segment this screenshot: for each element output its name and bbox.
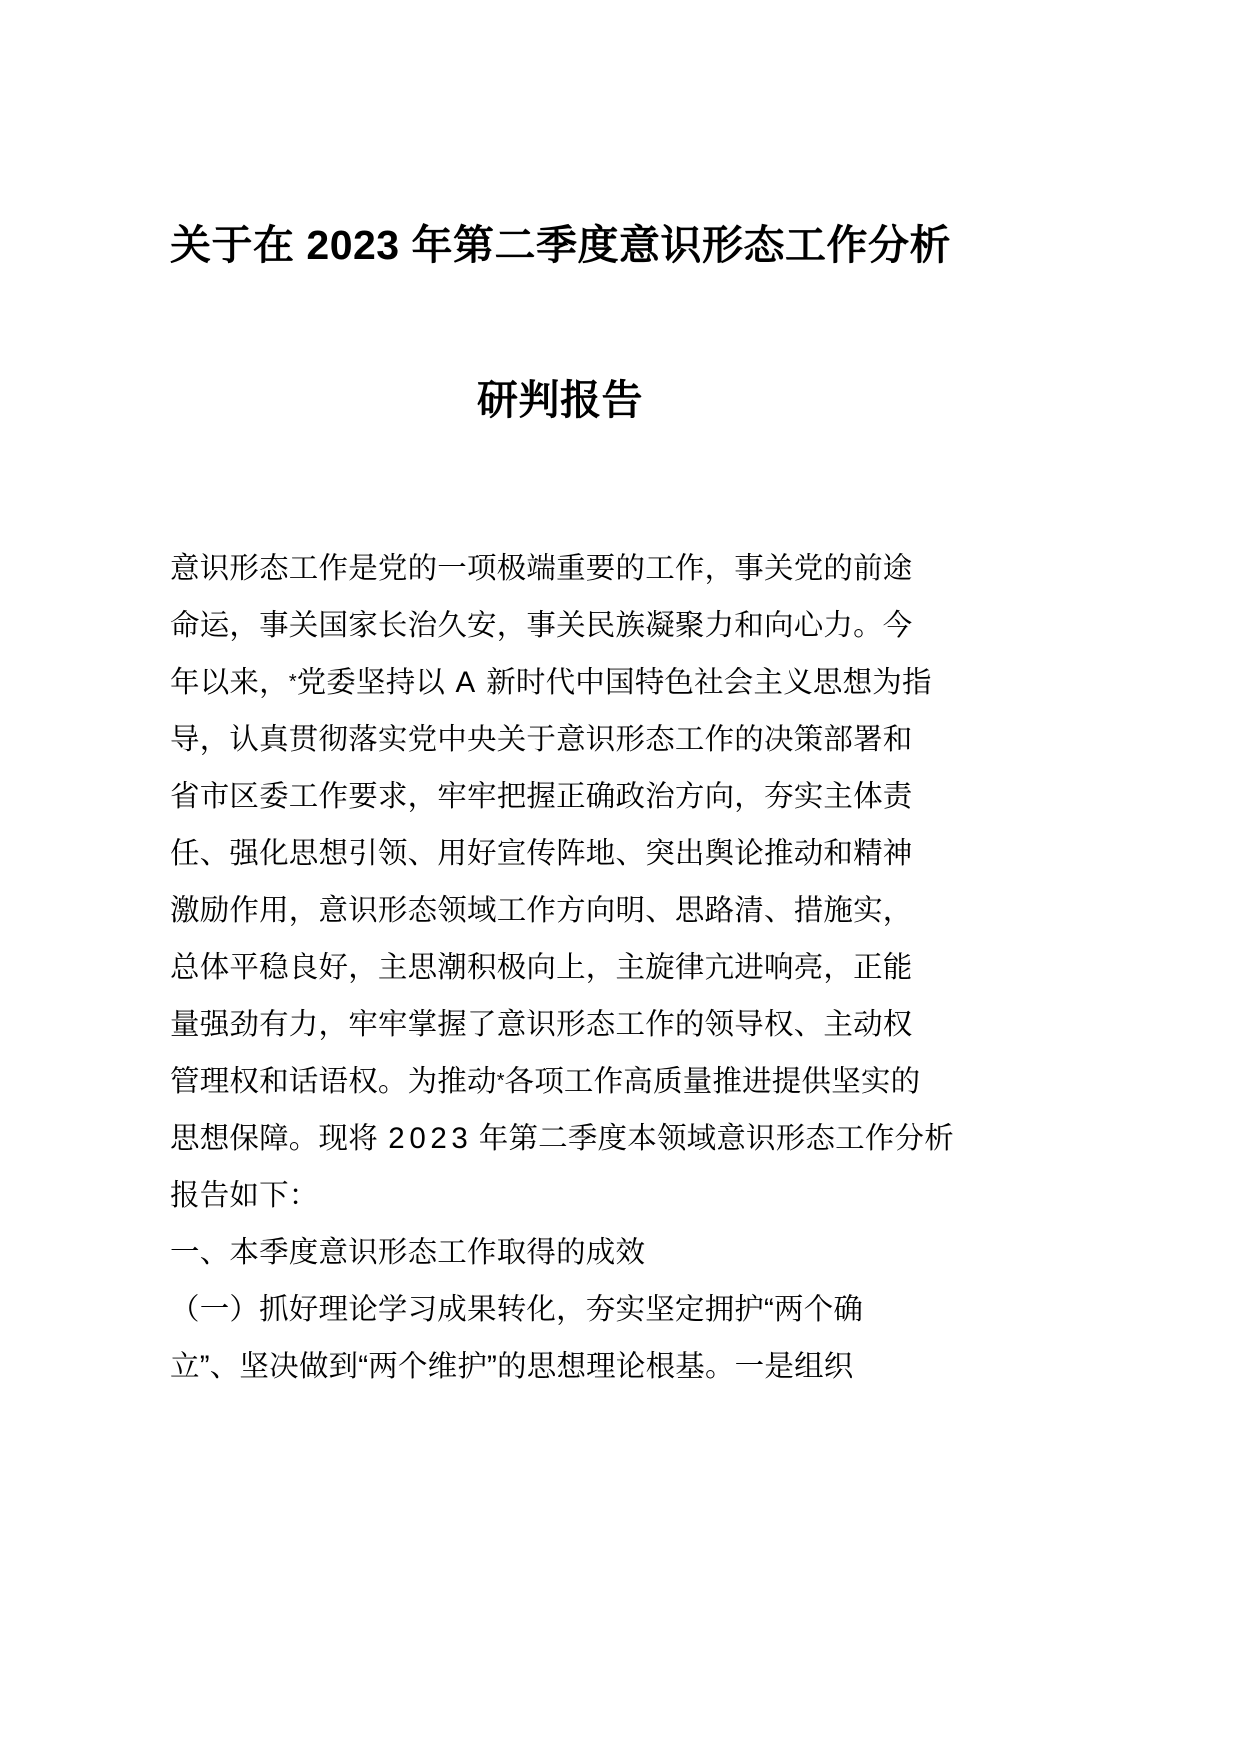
redaction-asterisk: *	[496, 1070, 505, 1092]
paragraph-line: （一）抓好理论学习成果转化，夯实坚定拥护“两个确	[170, 1293, 864, 1326]
latin-char: 2	[430, 1122, 448, 1155]
paragraph-line: 任、强化思想引领、用好宣传阵地、突出舆论推动和精神	[170, 837, 913, 870]
paragraph-list	[170, 540, 960, 1395]
paragraph-intro	[170, 540, 960, 1224]
latin-char: 3	[451, 1122, 469, 1155]
paragraph-line: 导，认真贯彻落实党中央关于意识形态工作的决策部署和	[170, 723, 913, 756]
document-body	[170, 540, 960, 1395]
paragraph-line: 立”、坚决做到“两个维护”的思想理论根基。一是组织	[170, 1350, 854, 1383]
paragraph-line: 命运，事关国家长治久安，事关民族凝聚力和向心力。今	[170, 609, 913, 642]
latin-char: A	[455, 666, 476, 699]
document-title-line-1: 关于在 2023 年第二季度意识形态工作分析	[170, 222, 951, 268]
paragraph-line: 年以来，*党委坚持以 A 新时代中国特色社会主义思想为指	[170, 666, 932, 699]
paragraph-line: 意识形态工作是党的一项极端重要的工作，事关党的前途	[170, 552, 913, 585]
paragraph-subsection-one	[170, 1281, 960, 1395]
paragraph-line: 报告如下：	[170, 1179, 319, 1212]
paragraph-line: 省市区委工作要求，牢牢把握正确政治方向，夯实主体责	[170, 780, 913, 813]
paragraph-line: 总体平稳良好，主思潮积极向上，主旋律亢进响亮，正能	[170, 951, 913, 984]
paragraph-line: 思想保障。现将 2 0 2 3 年第二季度本领域意识形态工作分析	[170, 1122, 954, 1155]
paragraph-line: 激励作用，意识形态领域工作方向明、思路清、措施实，	[170, 894, 913, 927]
latin-char: 0	[409, 1122, 427, 1155]
redaction-asterisk: *	[288, 671, 297, 693]
paragraph-line: 一、本季度意识形态工作取得的成效	[170, 1236, 646, 1269]
latin-char: 2	[388, 1122, 406, 1155]
paragraph-line: 管理权和话语权。为推动*各项工作高质量推进提供坚实的	[170, 1065, 921, 1098]
paragraph-section-one-heading	[170, 1224, 960, 1281]
page-title	[170, 222, 1070, 424]
paragraph-line: 量强劲有力，牢牢掌握了意识形态工作的领导权、主动权	[170, 1008, 913, 1041]
document-title-line-2: 研判报告	[477, 377, 643, 424]
